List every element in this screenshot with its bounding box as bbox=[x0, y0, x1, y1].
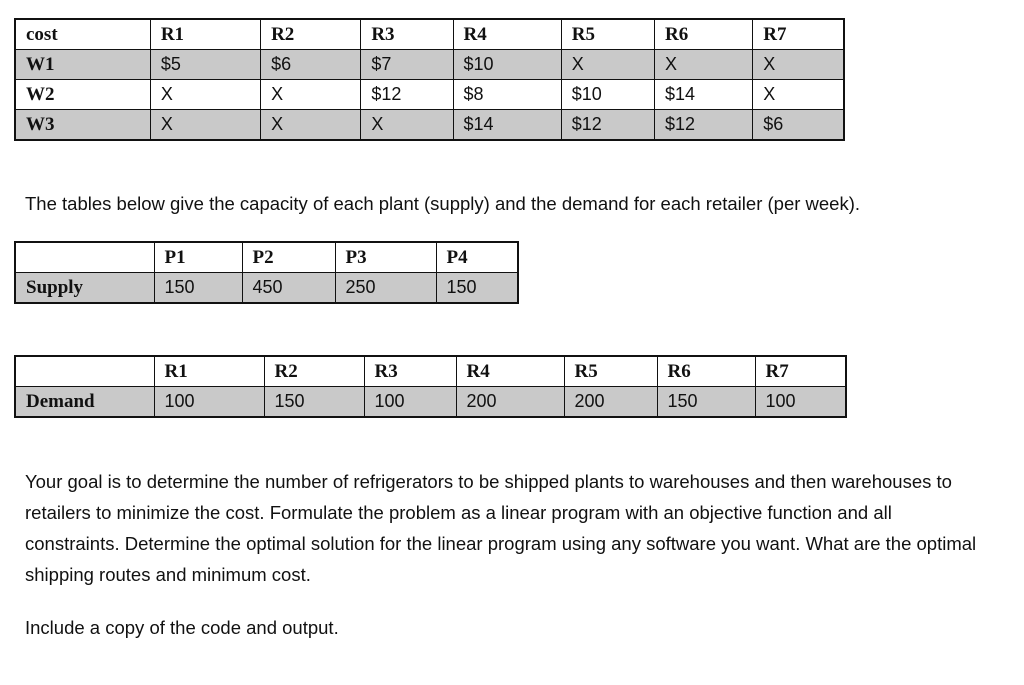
cost-row-w1 bbox=[15, 50, 844, 80]
cost-cell: $10 bbox=[453, 50, 561, 80]
goal-text: Your goal is to determine the number of refrigerators to be shipped plants to warehouses and then warehouses to retailers to minimize the cost. Formulate the problem as a linear program with an objective function and all constraints. Determine the optimal solution for the linear program using any software you want. What are the optimal shipping routes and minimum cost. bbox=[25, 471, 977, 585]
demand-col-header: R7 bbox=[755, 356, 846, 387]
supply-col-header: P2 bbox=[242, 242, 335, 273]
cost-col-header: R6 bbox=[655, 19, 753, 50]
cost-col-header: R2 bbox=[261, 19, 361, 50]
cost-header-row bbox=[15, 19, 844, 50]
cost-cell: $12 bbox=[561, 110, 654, 141]
demand-col-header: R1 bbox=[154, 356, 264, 387]
supply-col-header: P3 bbox=[335, 242, 436, 273]
supply-cell: 150 bbox=[436, 273, 518, 304]
cost-row-w3 bbox=[15, 110, 844, 141]
cost-cell: X bbox=[261, 80, 361, 110]
demand-col-header: R5 bbox=[564, 356, 657, 387]
cost-col-header: R1 bbox=[150, 19, 260, 50]
supply-cell: 450 bbox=[242, 273, 335, 304]
cost-row-label: W2 bbox=[15, 80, 150, 110]
cost-col-header: R4 bbox=[453, 19, 561, 50]
demand-cell: 200 bbox=[564, 387, 657, 418]
cost-cell: X bbox=[150, 80, 260, 110]
demand-col-header: R3 bbox=[364, 356, 456, 387]
supply-header-row bbox=[15, 242, 518, 273]
cost-cell: X bbox=[361, 110, 453, 141]
cost-cell: $14 bbox=[453, 110, 561, 141]
supply-cell: 150 bbox=[154, 273, 242, 304]
cost-cell: X bbox=[753, 80, 844, 110]
cost-col-header: R7 bbox=[753, 19, 844, 50]
demand-col-header: R6 bbox=[657, 356, 755, 387]
cost-cell: $6 bbox=[261, 50, 361, 80]
cost-cell: $10 bbox=[561, 80, 654, 110]
supply-col-header: P1 bbox=[154, 242, 242, 273]
cost-cell: X bbox=[561, 50, 654, 80]
cost-cell: $12 bbox=[655, 110, 753, 141]
cost-cell: $14 bbox=[655, 80, 753, 110]
demand-cell: 100 bbox=[154, 387, 264, 418]
demand-cell: 100 bbox=[755, 387, 846, 418]
cost-cell: $12 bbox=[361, 80, 453, 110]
demand-cell: 150 bbox=[264, 387, 364, 418]
demand-cell: 100 bbox=[364, 387, 456, 418]
supply-table bbox=[14, 241, 519, 304]
demand-cell: 150 bbox=[657, 387, 755, 418]
supply-row bbox=[15, 273, 518, 304]
demand-cell: 200 bbox=[456, 387, 564, 418]
supply-corner-cell bbox=[15, 242, 154, 273]
cost-corner-cell: cost bbox=[15, 19, 150, 50]
cost-col-header: R5 bbox=[561, 19, 654, 50]
cost-row-label: W1 bbox=[15, 50, 150, 80]
cost-cell: $7 bbox=[361, 50, 453, 80]
cost-table bbox=[14, 18, 845, 141]
demand-col-header: R2 bbox=[264, 356, 364, 387]
demand-header-row bbox=[15, 356, 846, 387]
demand-row-label: Demand bbox=[15, 387, 154, 418]
cost-cell: X bbox=[261, 110, 361, 141]
cost-cell: $6 bbox=[753, 110, 844, 141]
cost-cell: X bbox=[150, 110, 260, 141]
cost-cell: X bbox=[753, 50, 844, 80]
include-text: Include a copy of the code and output. bbox=[25, 617, 339, 638]
demand-row bbox=[15, 387, 846, 418]
cost-cell: X bbox=[655, 50, 753, 80]
demand-corner-cell bbox=[15, 356, 154, 387]
cost-col-header: R3 bbox=[361, 19, 453, 50]
cost-row-w2 bbox=[15, 80, 844, 110]
supply-cell: 250 bbox=[335, 273, 436, 304]
demand-table bbox=[14, 355, 847, 418]
cost-cell: $8 bbox=[453, 80, 561, 110]
cost-row-label: W3 bbox=[15, 110, 150, 141]
supply-col-header: P4 bbox=[436, 242, 518, 273]
cost-cell: $5 bbox=[150, 50, 260, 80]
demand-col-header: R4 bbox=[456, 356, 564, 387]
intro-text: The tables below give the capacity of each plant (supply) and the demand for each retailer (per week). bbox=[25, 193, 861, 214]
supply-row-label: Supply bbox=[15, 273, 154, 304]
